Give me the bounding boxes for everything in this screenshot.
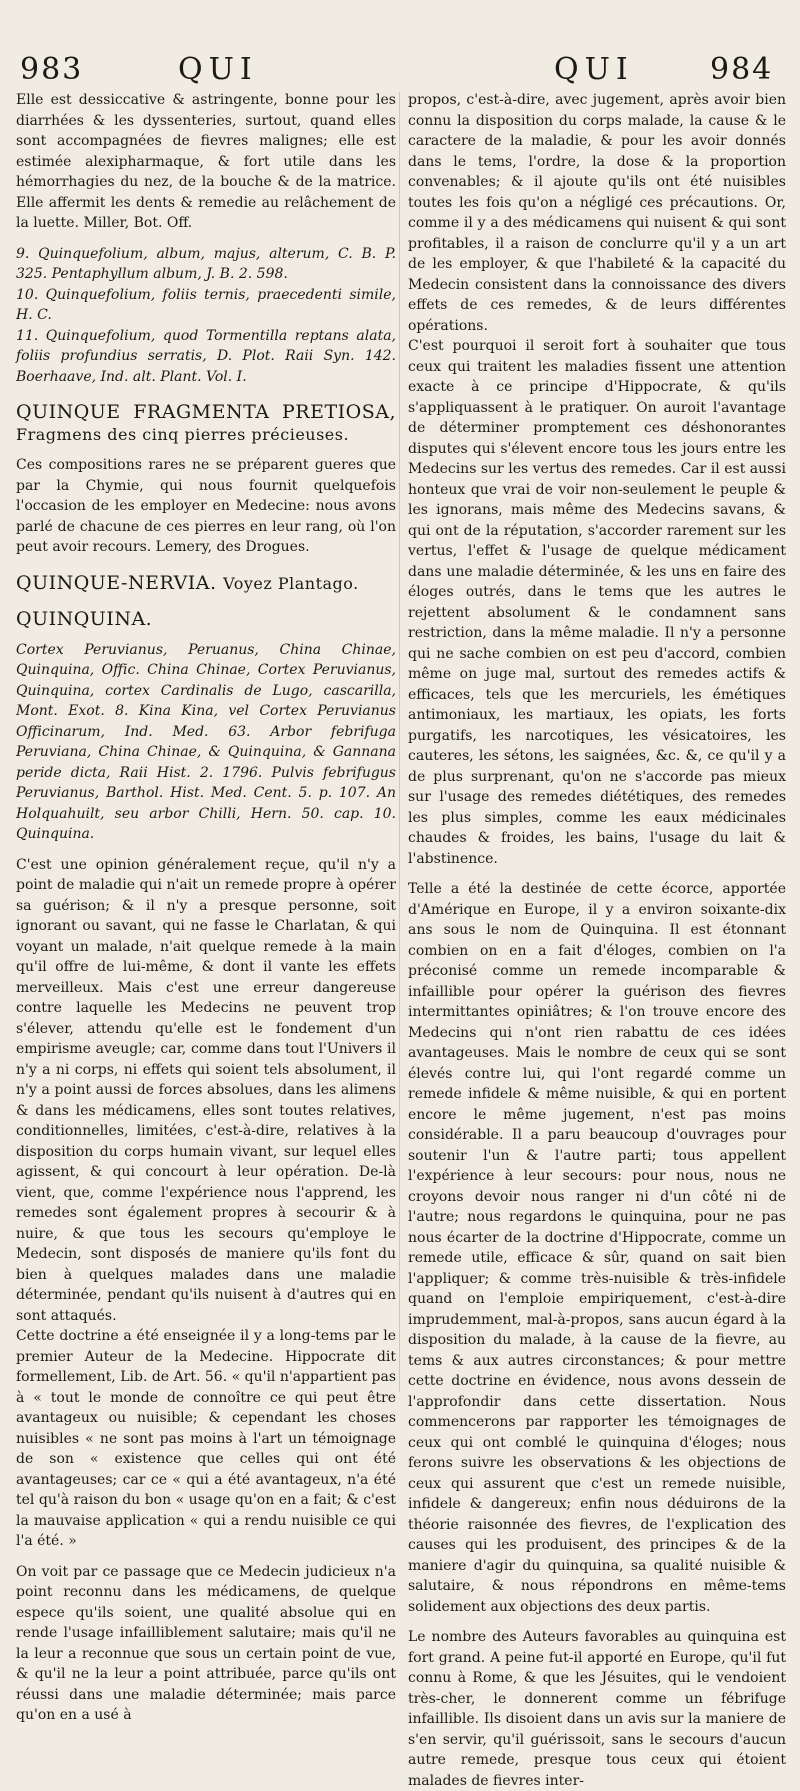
quinquina-paragraph-1: C'est une opinion généralement reçue, qu'il n'y a point de maladie qui n'ait un remede propre à opérer sa guérison; & il n'y a presque personne, soit ignorant ou savant, qui ne fasse le Charlatan, & qui voyant un malade, n'ait quelque remede à la main qu'il offre de lui-même, & dont il vante les effets merveilleux. Mais c'est une erreur dangereuse contre laquelle les Medecins ne peuvent trop s'élever, attendu qu'elle est le fondement d'un empirisme aveugle; car, comme dans tout l'Univers il n'y a ni corps, ni effets qui soient tels absolument, il n'y a point aussi de forces absolues, dans les alimens & dans les médicamens, elles sont toutes relatives, conditionnelles, limitées, c'est-à-dire, relatives à la disposition du corps humain vivant, sur lequel elles agissent, & qui concourt à leur opération. De-là vient, que, comme l'expérience nous l'apprend, les remedes sont également propres à secourir & à nuire, & que tous les secours qu'employe le Medecin, sont disposés de maniere qu'ils font du bien à quelques malades dans une maladie déterminée, pendant qu'ils nuisent à d'autres qui en sont attaqués. <box>16 856 396 1324</box>
left-running-title: QUI <box>178 52 258 87</box>
fragmenta-gloss: Fragmens des cinq pierres précieuses. <box>16 425 350 444</box>
heading-quinque-fragmenta-text: QUINQUE FRAGMENTA PRETIOSA, <box>16 401 396 423</box>
list-item-10: 10. Quinquefolium, foliis ternis, praecedenti simile, H. C. <box>16 286 396 323</box>
left-column <box>16 90 396 1726</box>
right-column <box>408 90 786 1791</box>
running-header <box>0 52 800 92</box>
continuation-paragraph: Elle est dessiccative & astringente, bonne pour les diarrhées & les dyssenteries, surtout, quand elles sont accompagnées de fievres malignes; elle est estimée alexipharmaque, & fort utile dans les hémorrhagies du nez, de la bouche & de la matrice. Elle affermit les dents & remedie au relâchement de la luette. Miller, Bot. Off. <box>16 92 396 231</box>
fragmenta-text: Ces compositions rares ne se préparent gueres que par la Chymie, qui nous fournit quelquefois l'occasion de les employer en Medecine: nous avons parlé de chacune de ces pierres en leur rang, où l'on peut avoir recours. Lemery, des Drogues. <box>16 457 396 555</box>
list-item-9: 9. Quinquefolium, album, majus, alterum, C. B. P. 325. Pentaphyllum album, J. B. 2. 598. <box>16 245 396 282</box>
right-page-number: 984 <box>710 52 774 87</box>
heading-quinque-fragmenta <box>16 401 396 445</box>
heading-quinque-nervia-text: QUINQUE-NERVIA. <box>16 571 217 594</box>
quinquina-paragraph-2: Cette doctrine a été enseignée il y a long-tems par le premier Auteur de la Medecine. Hippocrate dit formellement, Lib. de Art. 56. « qu'il n'appartient pas à « tout le monde de connoître ce qui peut être avantageux ou nuisible; & cependant les choses nuisibles « ne sont pas moins à l'art un témoignage de son « existence que celles qui ont été avantageuses; car ce « qui a été avantageux, n'a été tel qu'à raison du bon « usage qu'on en a fait; & c'est la mauvaise application « qui a rendu nuisible ce qui l'a été. » <box>16 1328 396 1549</box>
left-page-number: 983 <box>20 52 84 87</box>
right-paragraph-1: propos, c'est-à-dire, avec jugement, après avoir bien connu la disposition du corps malade, la cause & le caractere de la maladie, & pour les avoir donnés dans le tems, l'ordre, la dose & la proportion convenables; & il ajoute qu'ils ont été nuisibles toutes les fois qu'on a négligé ces précautions. Or, comme il y a des médicamens qui nuisent & qui sont profitables, il a raison de conclurre qu'il y a un art de les employer, & que l'habileté & la capacité du Medecin consistent dans la connoissance des divers effets de ces remedes, & de leurs différentes opérations. <box>408 92 786 334</box>
right-running-title: QUI <box>554 52 634 87</box>
nervia-crossref: Voyez Plantago. <box>223 573 359 593</box>
right-paragraph-4: Le nombre des Auteurs favorables au quinquina est fort grand. A peine fut-il apporté en Europe, qu'il fut connu à Rome, & que les Jésuites, qui le vendoient très-cher, le donnerent comme un fébrifuge infaillible. Ils disoient dans un avis sur la maniere de s'en servir, qu'il guérissoit, sans le secours d'aucun autre remede, presque tous ceux qui étoient malades de fievres inter- <box>408 1629 786 1789</box>
right-paragraph-3: Telle a été la destinée de cette écorce, apportée d'Amérique en Europe, il y a environ soixante-dix ans sous le nom de Quinquina. Il est étonnant combien on en a fait d'éloges, combien on l'a préconisé comme un remede incomparable & infaillible pour opérer la guérison des fievres intermittantes opiniâtres; & l'on trouve encore des Medecins qui n'ont rien rabattu de ces idées avantageuses. Mais le nombre de ceux qui se sont élevés contre lui, qui l'ont regardé comme un remede infidele & même nuisible, & qui en portent encore le même jugement, n'est pas moins considérable. Il a paru beaucoup d'ouvrages pour soutenir l'un & l'autre parti; tous appellent l'expérience à leur secours: pour nous, nous ne croyons devoir nous ranger ni d'un côté ni de l'autre; nous regardons le quinquina, pour ne pas nous écarter de la doctrine d'Hippocrate, comme un remede utile, efficace & sûr, quand on sait bien l'appliquer; & comme très-nuisible & très-infidele quand on l'emploie empiriquement, c'est-à-dire imprudemment, mal-à-propos, sans aucun égard à la disposition du malade, à la cause de la fievre, au tems & aux autres circonstances; & pour mettre cette doctrine en évidence, nous avons dessein de l'approfondir dans cette dissertation. Nous commencerons par rapporter les témoignages de ceux qui ont comblé le quinquina d'éloges; nous ferons suivre les observations & les objections de ceux qui assurent que c'est un remede nuisible, infidele & dangereux; enfin nous déduirons de la théorie raisonnée des fievres, de l'explication des causes qui les produisent, des principes & de la maniere d'agir du quinquina, sa qualité nuisible & salutaire, & nous répondrons en même-tems solidement aux objections des deux partis. <box>408 881 786 1615</box>
heading-quinquina: QUINQUINA. <box>16 607 153 630</box>
right-paragraph-2: C'est pourquoi il seroit fort à souhaiter que tous ceux qui traitent les maladies fissent une attention exacte à ce principe d'Hippocrate, & qu'ils s'appliquassent à le pratiquer. On auroit l'avantage de déterminer promptement ces déshonorantes disputes qui s'élevent encore tous les jours entre les Medecins sur les vertus des remedes. Car il est aussi honteux que vrai de voir non-seulement le peuple & les ignorans, mais même des Medecins savans, & qui ont de la réputation, s'accorder rarement sur les vertus, l'effet & l'usage de quelque médicament dans une maladie déterminée, & les uns en faire des éloges outrés, dans le tems que les autres le rejettent absolument & le condamnent sans restriction, dans la même maladie. Il n'y a personne qui ne sache combien on est peu d'accord, combien même on juge mal, surtout des remedes actifs & efficaces, tels que les mercuriels, les émétiques antimoniaux, les martiaux, les opiats, les forts purgatifs, les narcotiques, les vésicatoires, les cauteres, les sétons, les saignées, &c. &, ce qu'il y a de plus surprenant, qu'on ne s'accorde pas mieux sur l'usage des remedes diététiques, des remedes les plus simples, comme les eaux médicinales chaudes & froides, les bains, l'usage du lait & l'abstinence. <box>408 338 786 867</box>
quinquina-paragraph-3: On voit par ce passage que ce Medecin judicieux n'a point reconnu dans les médicamens, de quelque espece qu'ils soient, une qualité absolue qui en rende l'usage infailliblement salutaire; mais qu'il ne la leur a reconnue que sous un certain point de vue, & qu'il ne la leur a point attribuée, parce qu'ils ont réussi dans une maladie déterminée; mais parce qu'on en a usé à <box>16 1563 396 1723</box>
list-item-11: 11. Quinquefolium, quod Tormentilla reptans alata, foliis profundius serratis, D. Plot. Raii Syn. 142. Boerhaave, Ind. alt. Plant. Vol. I. <box>16 327 396 385</box>
heading-quinque-nervia <box>16 572 396 594</box>
quinquina-synonyms: Cortex Peruvianus, Peruanus, China Chinae, Quinquina, Offic. China Chinae, Cortex Peruvianus, Quinquina, cortex Cardinalis de Lugo, cascarilla, Mont. Exot. 8. Kina Kina, vel Cortex Peruvianus Officinarum, Ind. Med. 63. Arbor febrifuga Peruviana, China Chinae, & Quinquina, & Gannana peride dicta, Raii Hist. 2. 1796. Pulvis febrifugus Peruvianus, Barthol. Hist. Med. Cent. 5. p. 107. An Holquahuilt, seu arbor Chilli, Hern. 50. cap. 10. Quinquina. <box>16 641 396 842</box>
column-divider <box>399 92 400 1392</box>
